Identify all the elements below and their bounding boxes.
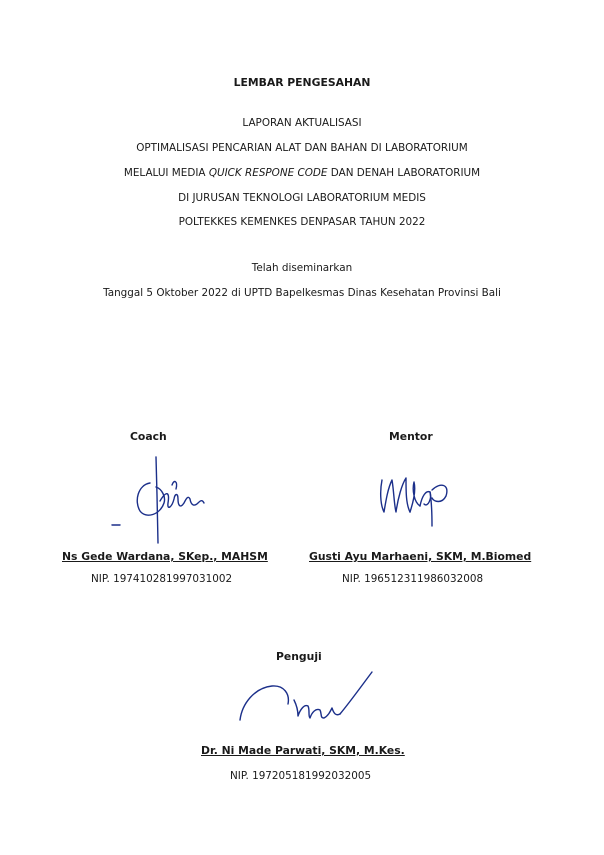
mentor-nip: NIP. 196512311986032008 bbox=[342, 573, 484, 585]
penguji-signature bbox=[232, 668, 382, 728]
seminar-date-place: Tanggal 5 Oktober 2022 di UPTD Bapelkesmas Dinas Kesehatan Provinsi Bali bbox=[103, 287, 501, 299]
penguji-role-label: Penguji bbox=[276, 650, 322, 663]
page-title: LEMBAR PENGESAHAN bbox=[233, 76, 371, 89]
penguji-nip: NIP. 197205181992032005 bbox=[230, 770, 372, 782]
mentor-signature bbox=[370, 460, 470, 530]
mentor-name: Gusti Ayu Marhaeni, SKM, M.Biomed bbox=[309, 550, 532, 563]
seminar-statement: Telah diseminarkan bbox=[251, 262, 353, 274]
coach-role-label: Coach bbox=[130, 430, 167, 443]
penguji-name: Dr. Ni Made Parwati, SKM, M.Kes. bbox=[201, 744, 405, 757]
mentor-role-label: Mentor bbox=[389, 430, 433, 443]
report-title-line-1: OPTIMALISASI PENCARIAN ALAT DAN BAHAN DI LABORATORIUM bbox=[136, 142, 468, 154]
coach-signature bbox=[108, 455, 218, 545]
report-title-line-2-pre: MELALUI MEDIA bbox=[123, 167, 209, 179]
report-title-line-2-italic: QUICK RESPONE CODE bbox=[208, 167, 328, 179]
report-title-line-3: DI JURUSAN TEKNOLOGI LABORATORIUM MEDIS bbox=[178, 192, 426, 204]
coach-name: Ns Gede Wardana, SKep., MAHSM bbox=[62, 550, 268, 563]
report-type: LAPORAN AKTUALISASI bbox=[242, 117, 362, 129]
report-title-line-2-post: DAN DENAH LABORATORIUM bbox=[327, 167, 481, 179]
coach-nip: NIP. 197410281997031002 bbox=[91, 573, 233, 585]
report-title-line-2 bbox=[0, 167, 604, 179]
report-title-line-4: POLTEKKES KEMENKES DENPASAR TAHUN 2022 bbox=[178, 216, 426, 228]
